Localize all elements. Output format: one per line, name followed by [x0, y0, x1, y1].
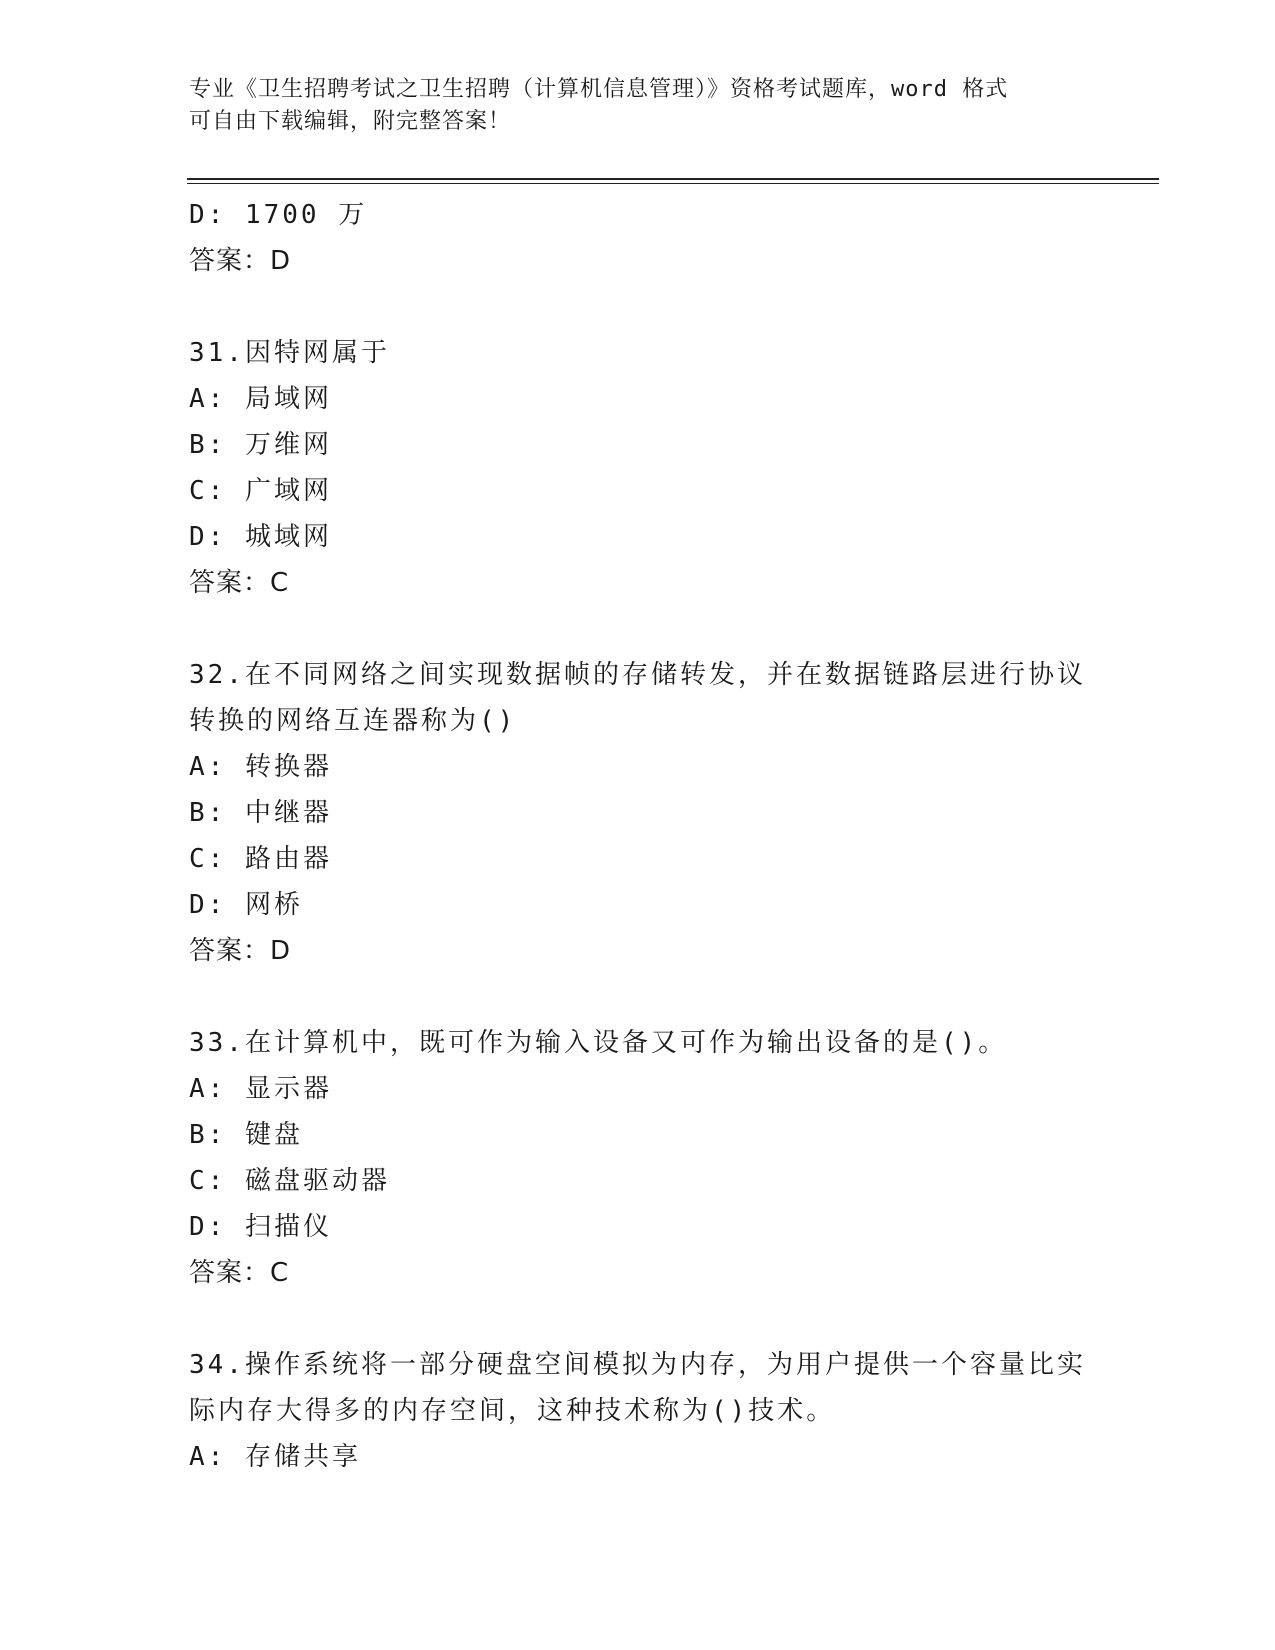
- option-c: C: 磁盘驱动器: [189, 1166, 390, 1196]
- question-32: [189, 652, 1089, 974]
- question-stem: 32.在不同网络之间实现数据帧的存储转发，并在数据链路层进行协议: [189, 660, 1086, 690]
- option-d: D: 1700 万: [189, 200, 368, 230]
- header-line-1: 专业《卫生招聘考试之卫生招聘（计算机信息管理）》资格考试题库，word 格式: [189, 77, 1009, 102]
- header-rule-thick: [187, 178, 1159, 180]
- option-d: D: 网桥: [189, 890, 303, 920]
- question-stem: 34.操作系统将一部分硬盘空间模拟为内存，为用户提供一个容量比实: [189, 1350, 1086, 1380]
- header-line-2: 可自由下载编辑，附完整答案！: [189, 109, 512, 134]
- option-c: C: 路由器: [189, 844, 332, 874]
- option-d: D: 扫描仪: [189, 1212, 332, 1242]
- question-33: [189, 1020, 1089, 1296]
- question-34: [189, 1342, 1089, 1480]
- option-b: B: 中继器: [189, 798, 332, 828]
- option-a: A: 存储共享: [189, 1442, 361, 1472]
- question-stem-cont: 转换的网络互连器称为(): [189, 706, 517, 736]
- question-list: [189, 192, 1089, 1480]
- question-31: [189, 330, 1089, 606]
- document-header: [189, 74, 1069, 138]
- option-a: A: 转换器: [189, 752, 332, 782]
- answer: 答案：C: [189, 568, 290, 598]
- answer: 答案：D: [189, 936, 292, 966]
- question-stem: 31.因特网属于: [189, 338, 390, 368]
- previous-question-tail: [189, 192, 1089, 284]
- answer: 答案：C: [189, 1258, 290, 1288]
- option-d: D: 城域网: [189, 522, 332, 552]
- option-a: A: 局域网: [189, 384, 332, 414]
- option-b: B: 万维网: [189, 430, 332, 460]
- answer: 答案：D: [189, 246, 292, 276]
- header-rule-thin: [187, 183, 1159, 184]
- option-a: A: 显示器: [189, 1074, 332, 1104]
- question-stem: 33.在计算机中，既可作为输入设备又可作为输出设备的是()。: [189, 1028, 1008, 1058]
- option-c: C: 广域网: [189, 476, 332, 506]
- question-stem-cont: 际内存大得多的内存空间，这种技术称为()技术。: [189, 1396, 836, 1426]
- option-b: B: 键盘: [189, 1120, 303, 1150]
